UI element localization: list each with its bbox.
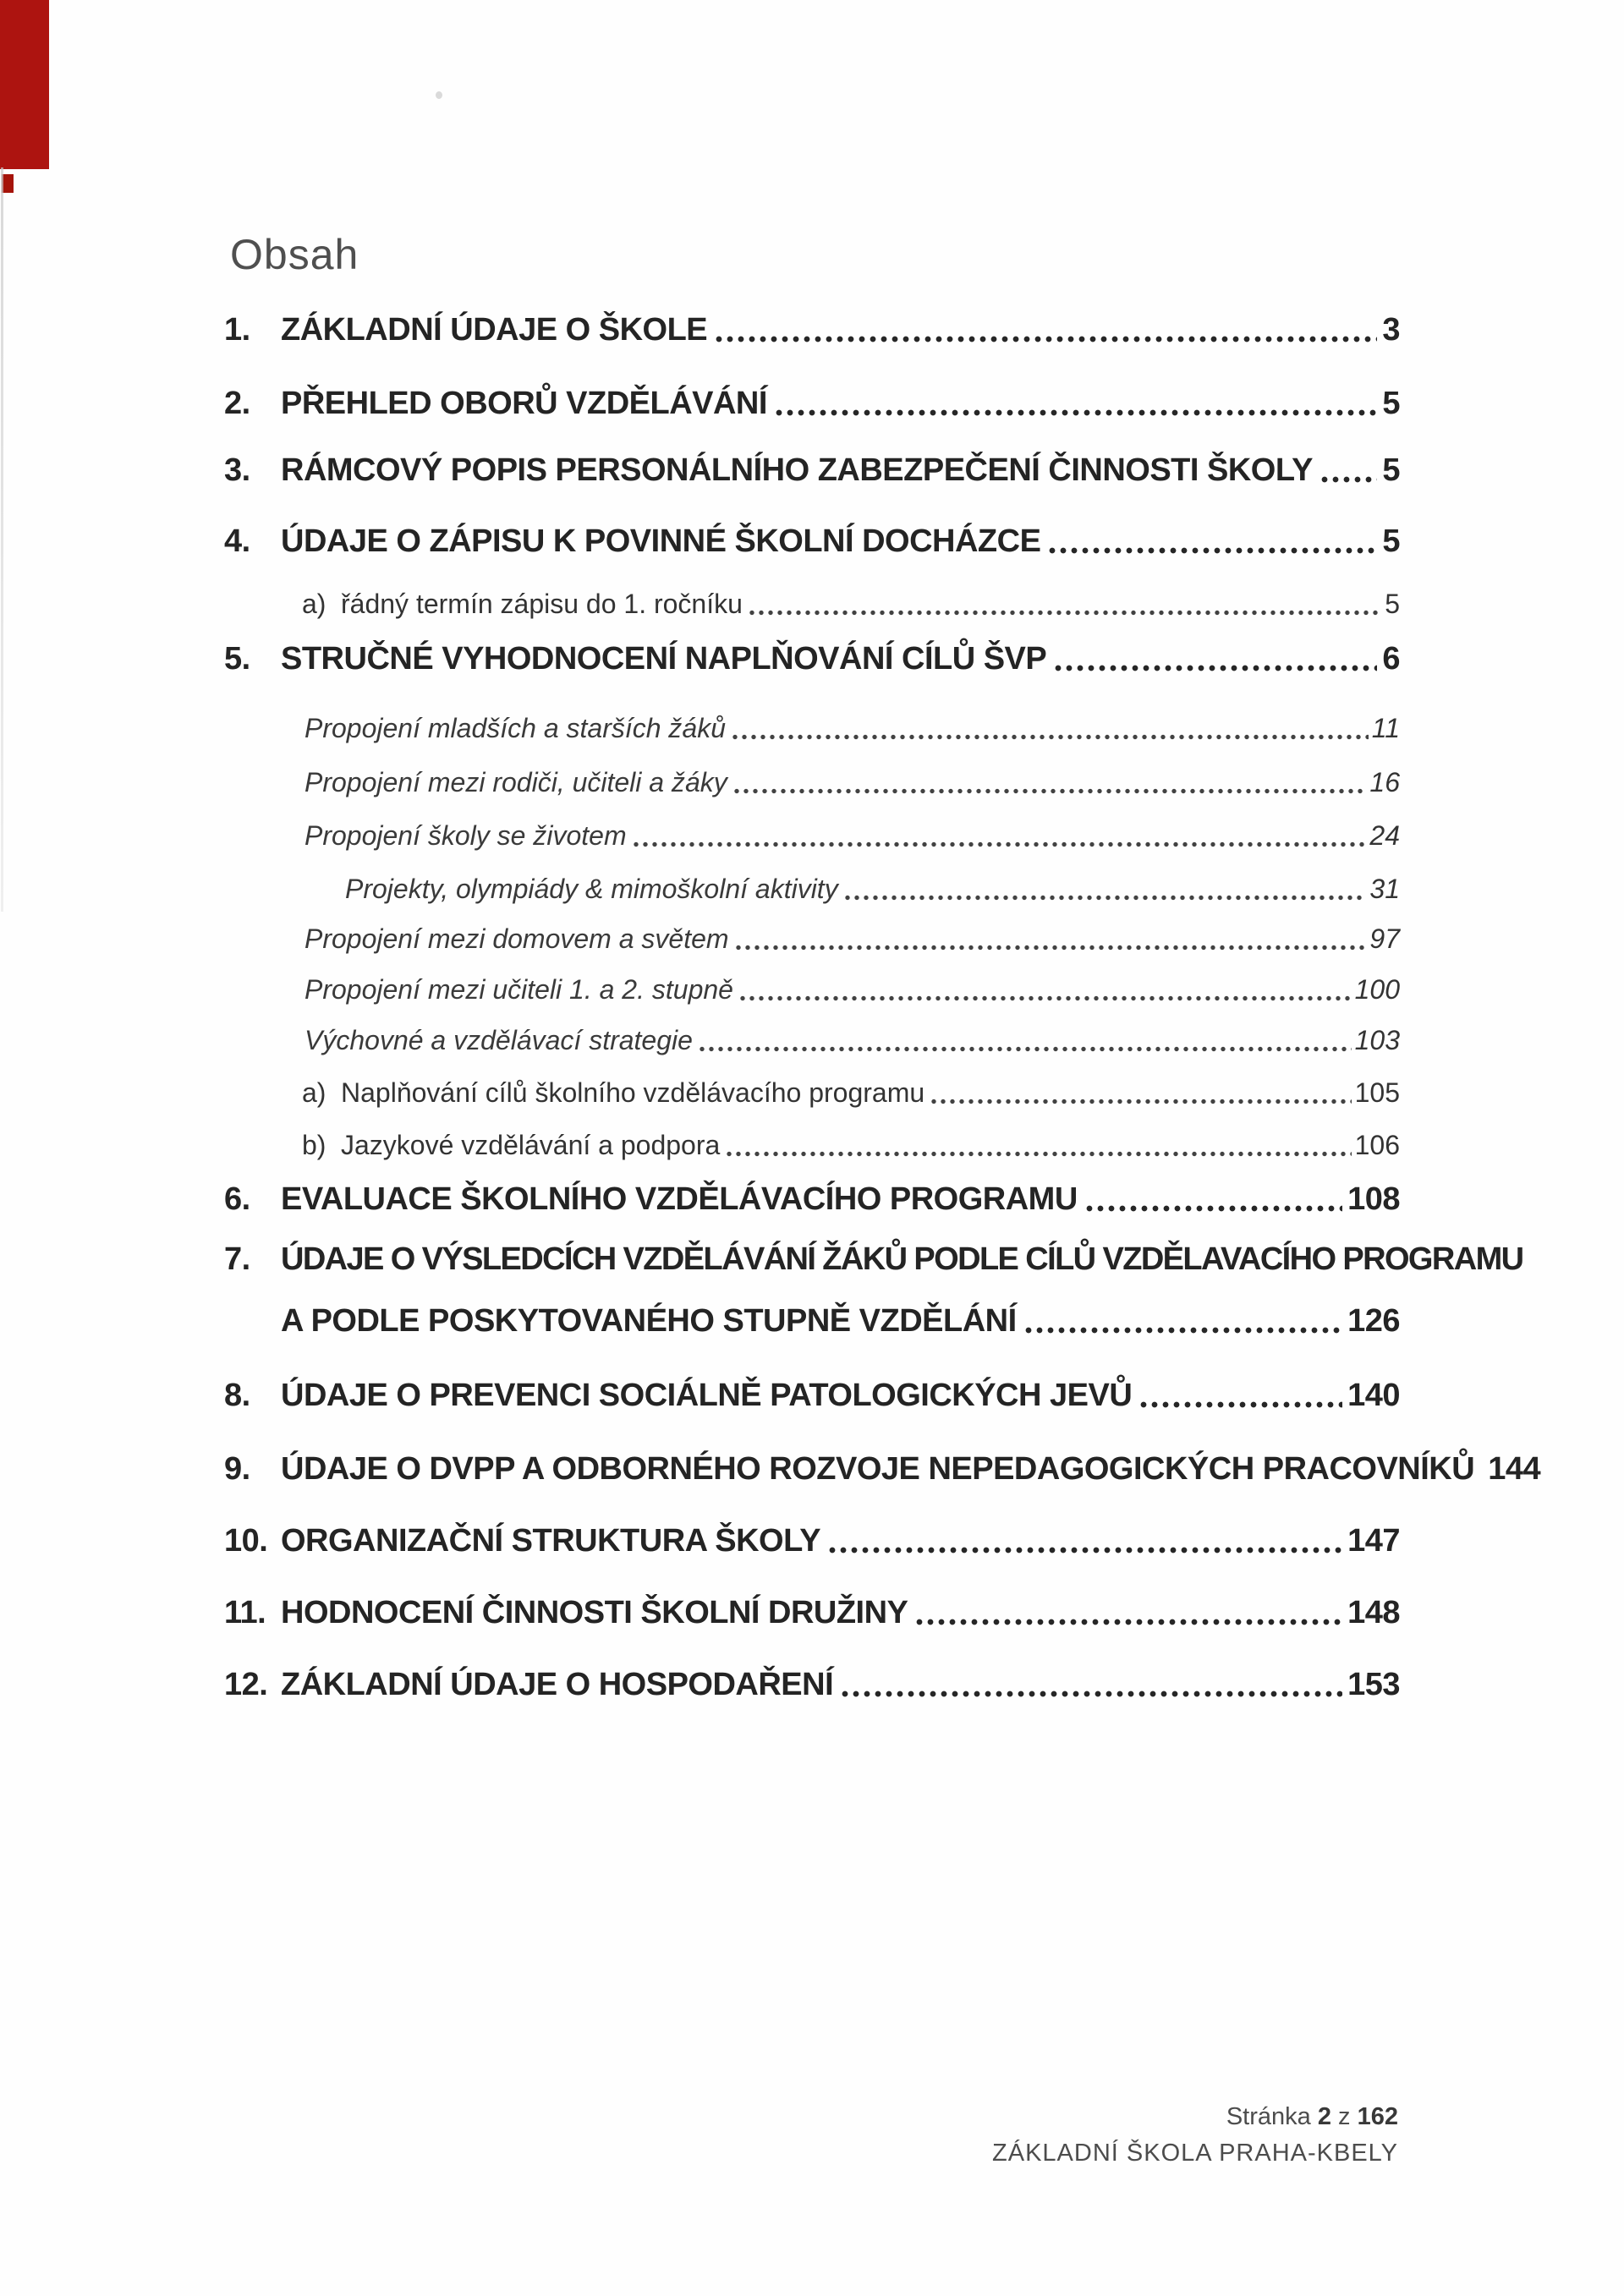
toc-entry-number: 3. bbox=[224, 452, 250, 488]
toc-entry bbox=[224, 384, 1400, 423]
toc-entry-title: ÚDAJE O PREVENCI SOCIÁLNĚ PATOLOGICKÝCH JEVŮ bbox=[281, 1378, 1133, 1413]
toc-entry bbox=[224, 522, 1400, 561]
toc-page-number: 153 bbox=[1347, 1667, 1400, 1702]
toc-page-number: 16 bbox=[1369, 767, 1400, 797]
toc-entry bbox=[224, 709, 1400, 748]
dot-leader bbox=[716, 336, 1377, 342]
toc-entry-title: Propojení školy se životem bbox=[304, 820, 627, 851]
toc-entry-title: HODNOCENÍ ČINNOSTI ŠKOLNÍ DRUŽINY bbox=[281, 1595, 908, 1630]
dot-leader bbox=[700, 1046, 1352, 1052]
toc-entry-title: STRUČNÉ VYHODNOCENÍ NAPLŇOVÁNÍ CÍLŮ ŠVP bbox=[281, 641, 1047, 677]
toc-entry-number: 5. bbox=[224, 641, 250, 677]
dot-leader bbox=[776, 409, 1377, 416]
toc-page-number: 31 bbox=[1369, 874, 1400, 904]
toc-entry bbox=[224, 1449, 1541, 1488]
toc-entry bbox=[224, 816, 1400, 855]
dot-leader bbox=[916, 1619, 1342, 1625]
dot-leader bbox=[634, 841, 1367, 847]
page-title: Obsah bbox=[230, 231, 359, 278]
toc-page-number: 126 bbox=[1347, 1303, 1400, 1339]
toc-page-number: 140 bbox=[1347, 1378, 1400, 1413]
toc-entry-number: a) bbox=[302, 1077, 326, 1108]
toc-entry-title: Propojení mezi domovem a světem bbox=[304, 923, 729, 954]
toc-entry-title: ÚDAJE O DVPP A ODBORNÉHO ROZVOJE NEPEDAGOGICKÝCH PRACOVNÍKŮ bbox=[281, 1451, 1475, 1487]
scan-page-edge-line bbox=[1, 167, 3, 912]
toc-page-number: 5 bbox=[1382, 523, 1400, 559]
toc-entry-title: Propojení mezi učiteli 1. a 2. stupně bbox=[304, 974, 733, 1005]
footer-page-word: Stránka bbox=[1226, 2103, 1311, 2130]
toc-entry-title: Naplňování cílů školního vzdělávacího programu bbox=[341, 1077, 925, 1108]
toc-entry-title: EVALUACE ŠKOLNÍHO VZDĚLÁVACÍHO PROGRAMU bbox=[281, 1181, 1078, 1217]
toc-entry-number: 4. bbox=[224, 523, 250, 559]
dot-leader bbox=[1321, 476, 1377, 483]
toc-page-number: 5 bbox=[1382, 452, 1400, 488]
toc-page-number: 148 bbox=[1347, 1595, 1400, 1630]
footer-school-name: ZÁKLADNÍ ŠKOLA PRAHA-KBELY bbox=[992, 2140, 1398, 2167]
toc-page-number: 100 bbox=[1354, 974, 1400, 1005]
toc-page-number: 103 bbox=[1354, 1025, 1400, 1055]
toc-entry-number: 6. bbox=[224, 1181, 250, 1217]
scan-red-bar-artifact bbox=[0, 0, 49, 169]
footer-page-number: 2 bbox=[1317, 2103, 1331, 2130]
toc-page-number: 3 bbox=[1382, 312, 1400, 348]
dot-leader bbox=[1055, 665, 1377, 671]
toc-page-number: 24 bbox=[1369, 820, 1400, 851]
toc-entry-title: řádný termín zápisu do 1. ročníku bbox=[341, 589, 743, 619]
toc-entry bbox=[224, 1593, 1400, 1632]
toc-page-number: 106 bbox=[1354, 1130, 1400, 1160]
toc-entry-title: ORGANIZAČNÍ STRUKTURA ŠKOLY bbox=[281, 1523, 821, 1559]
toc-page-number: 105 bbox=[1354, 1077, 1400, 1108]
dot-leader bbox=[1049, 547, 1377, 554]
scan-dust-speck bbox=[436, 91, 442, 99]
dot-leader bbox=[727, 1151, 1351, 1157]
toc-entry-title: Jazykové vzdělávání a podpora bbox=[341, 1130, 721, 1160]
toc-entry-title: Propojení mezi rodiči, učiteli a žáky bbox=[304, 767, 727, 797]
footer-page-indicator bbox=[992, 2099, 1398, 2135]
toc-entry bbox=[224, 1240, 1523, 1279]
toc-entry bbox=[224, 639, 1400, 678]
dot-leader bbox=[1086, 1205, 1342, 1212]
dot-leader bbox=[732, 734, 1369, 740]
toc-entry-continuation bbox=[224, 1301, 1400, 1340]
footer-page-total: 162 bbox=[1357, 2103, 1398, 2130]
toc-entry-title: ÚDAJE O VÝSLEDCÍCH VZDĚLÁVÁNÍ ŽÁKŮ PODLE CÍLŮ VZDĚLAVACÍHO PROGRAMU bbox=[281, 1241, 1523, 1277]
toc-entry-title: Propojení mladších a starších žáků bbox=[304, 713, 727, 743]
toc-entry bbox=[224, 869, 1400, 908]
toc-page-number: 108 bbox=[1347, 1181, 1400, 1217]
dot-leader bbox=[736, 945, 1367, 951]
toc-entry-title: ZÁKLADNÍ ÚDAJE O ŠKOLE bbox=[281, 312, 708, 348]
toc-page-number: 97 bbox=[1369, 923, 1400, 954]
toc-entry bbox=[224, 451, 1400, 490]
toc-page-number: 144 bbox=[1488, 1451, 1541, 1487]
dot-leader bbox=[829, 1547, 1342, 1553]
toc-entry bbox=[224, 919, 1400, 958]
toc-entry-number: 8. bbox=[224, 1378, 250, 1413]
toc-entry-number: 2. bbox=[224, 386, 250, 421]
dot-leader bbox=[740, 995, 1352, 1001]
toc-entry bbox=[224, 310, 1400, 349]
toc-entry-title: ÚDAJE O ZÁPISU K POVINNÉ ŠKOLNÍ DOCHÁZCE bbox=[281, 523, 1041, 559]
toc-entry-number: 12. bbox=[224, 1667, 268, 1702]
dot-leader bbox=[842, 1690, 1342, 1697]
toc-entry-number: b) bbox=[302, 1130, 326, 1160]
toc-entry-title: A PODLE POSKYTOVANÉHO STUPNĚ VZDĚLÁNÍ bbox=[281, 1303, 1017, 1339]
toc-entry-number: 1. bbox=[224, 312, 250, 348]
toc-entry-number: 9. bbox=[224, 1451, 250, 1487]
toc-entry bbox=[224, 1521, 1400, 1560]
dot-leader bbox=[734, 788, 1367, 794]
dot-leader bbox=[1025, 1327, 1342, 1334]
footer-of-word: z bbox=[1338, 2103, 1351, 2130]
toc-page-number: 5 bbox=[1382, 386, 1400, 421]
toc-entry-number: 10. bbox=[224, 1523, 268, 1559]
dot-leader bbox=[931, 1099, 1351, 1104]
scan-red-speck-artifact bbox=[2, 174, 14, 193]
toc-entry bbox=[224, 584, 1400, 623]
toc-entry bbox=[224, 1126, 1400, 1164]
toc-entry bbox=[224, 1180, 1400, 1219]
toc-entry-title: PŘEHLED OBORŮ VZDĚLÁVÁNÍ bbox=[281, 386, 767, 421]
page-footer bbox=[992, 2099, 1398, 2172]
dot-leader bbox=[1140, 1401, 1342, 1408]
toc-entry-number: 7. bbox=[224, 1241, 250, 1277]
toc-entry bbox=[224, 1073, 1400, 1112]
toc-entry-number: a) bbox=[302, 589, 326, 619]
toc-page-number: 6 bbox=[1382, 641, 1400, 677]
toc-entry-number: 11. bbox=[224, 1595, 266, 1630]
toc-entry-title: RÁMCOVÝ POPIS PERSONÁLNÍHO ZABEZPEČENÍ ČINNOSTI ŠKOLY bbox=[281, 452, 1313, 488]
dot-leader bbox=[845, 895, 1367, 901]
table-of-contents bbox=[224, 310, 1541, 1704]
toc-page-number: 147 bbox=[1347, 1523, 1400, 1559]
toc-page-number: 5 bbox=[1385, 589, 1400, 619]
toc-entry bbox=[224, 763, 1400, 802]
toc-entry-title: Výchovné a vzdělávací strategie bbox=[304, 1025, 693, 1055]
toc-entry-title: Projekty, olympiády & mimoškolní aktivity bbox=[345, 874, 838, 904]
toc-entry-title: ZÁKLADNÍ ÚDAJE O HOSPODAŘENÍ bbox=[281, 1667, 834, 1702]
dot-leader bbox=[749, 610, 1381, 616]
toc-entry bbox=[224, 1665, 1400, 1704]
toc-entry bbox=[224, 1021, 1400, 1060]
toc-page-number: 11 bbox=[1371, 713, 1400, 743]
toc-entry bbox=[224, 970, 1400, 1009]
toc-entry bbox=[224, 1376, 1400, 1415]
